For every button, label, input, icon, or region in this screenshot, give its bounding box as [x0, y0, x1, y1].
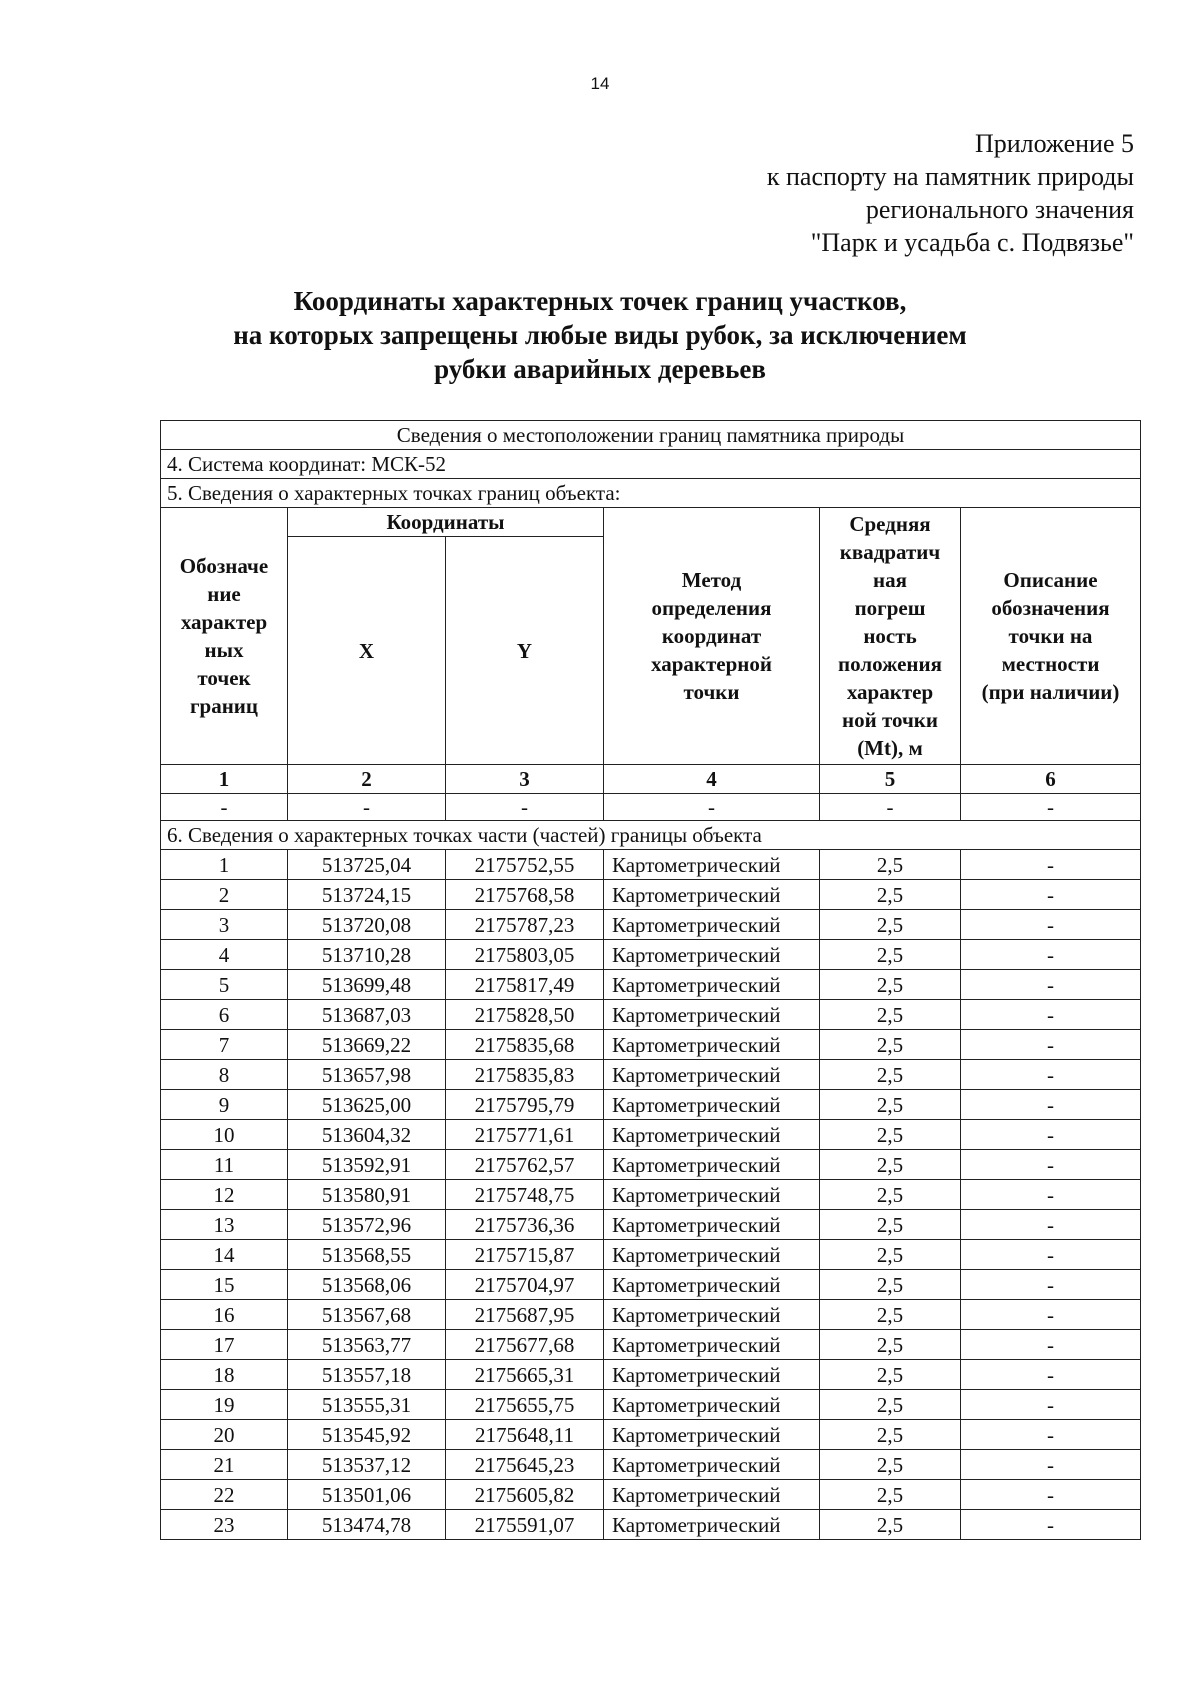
table-row [161, 1330, 1141, 1360]
object-points-heading: 5. Сведения о характерных точках границ объекта: [161, 479, 1141, 508]
header-line: Средняя [849, 512, 931, 536]
point-description: - [961, 1120, 1141, 1150]
point-number: 12 [161, 1180, 288, 1210]
table-row [161, 1030, 1141, 1060]
coord-x: 513567,68 [288, 1300, 446, 1330]
point-description: - [961, 1090, 1141, 1120]
mean-error: 2,5 [820, 1450, 961, 1480]
method: Картометрический [604, 850, 820, 880]
method: Картометрический [604, 1000, 820, 1030]
point-number: 7 [161, 1030, 288, 1060]
appendix-line: к паспорту на памятник природы [766, 162, 1134, 191]
method: Картометрический [604, 1090, 820, 1120]
table-row [161, 1120, 1141, 1150]
method: Картометрический [604, 1480, 820, 1510]
header-coordinates: Координаты [288, 508, 604, 537]
empty-object-row [161, 794, 1141, 821]
point-description: - [961, 940, 1141, 970]
coord-x: 513724,15 [288, 880, 446, 910]
header-line: погреш [854, 596, 926, 620]
header-x: X [288, 537, 446, 765]
coord-y: 2175817,49 [446, 970, 604, 1000]
coord-x: 513557,18 [288, 1360, 446, 1390]
method: Картометрический [604, 940, 820, 970]
coord-y: 2175835,83 [446, 1060, 604, 1090]
point-number: 15 [161, 1270, 288, 1300]
mean-error: 2,5 [820, 1480, 961, 1510]
coord-y: 2175752,55 [446, 850, 604, 880]
point-number: 21 [161, 1450, 288, 1480]
column-number: 1 [161, 765, 288, 794]
method: Картометрический [604, 1240, 820, 1270]
coord-x: 513625,00 [288, 1090, 446, 1120]
coord-y: 2175828,50 [446, 1000, 604, 1030]
table-row [161, 1450, 1141, 1480]
point-number: 11 [161, 1150, 288, 1180]
coord-x: 513563,77 [288, 1330, 446, 1360]
header-line: Обозначе [179, 554, 269, 578]
mean-error: 2,5 [820, 1360, 961, 1390]
table-row [161, 1210, 1141, 1240]
method: Картометрический [604, 1510, 820, 1540]
point-description: - [961, 1420, 1141, 1450]
point-number: 9 [161, 1090, 288, 1120]
header-line: (при наличии) [981, 680, 1120, 704]
method: Картометрический [604, 1060, 820, 1090]
coord-x: 513474,78 [288, 1510, 446, 1540]
point-number: 6 [161, 1000, 288, 1030]
mean-error: 2,5 [820, 970, 961, 1000]
table-row [161, 1360, 1141, 1390]
point-description: - [961, 1330, 1141, 1360]
coord-y: 2175605,82 [446, 1480, 604, 1510]
column-number: 4 [604, 765, 820, 794]
table-row [161, 880, 1141, 910]
mean-error: 2,5 [820, 940, 961, 970]
mean-error: 2,5 [820, 1420, 961, 1450]
coord-y: 2175655,75 [446, 1390, 604, 1420]
column-number: 6 [961, 765, 1141, 794]
coord-x: 513555,31 [288, 1390, 446, 1420]
mean-error: 2,5 [820, 1210, 961, 1240]
coord-y: 2175795,79 [446, 1090, 604, 1120]
method: Картометрический [604, 1330, 820, 1360]
method: Картометрический [604, 1030, 820, 1060]
coord-x: 513568,55 [288, 1240, 446, 1270]
mean-error: 2,5 [820, 1300, 961, 1330]
coord-x: 513537,12 [288, 1450, 446, 1480]
point-number: 17 [161, 1330, 288, 1360]
table-row [161, 1060, 1141, 1090]
method: Картометрический [604, 1420, 820, 1450]
coord-x: 513669,22 [288, 1030, 446, 1060]
point-number: 8 [161, 1060, 288, 1090]
mean-error: 2,5 [820, 850, 961, 880]
point-number: 23 [161, 1510, 288, 1540]
header-line: координат [661, 624, 762, 648]
coord-x: 513501,06 [288, 1480, 446, 1510]
header-line: положения [838, 652, 942, 676]
method: Картометрический [604, 1450, 820, 1480]
point-description: - [961, 880, 1141, 910]
title-line: на которых запрещены любые виды рубок, за исключением [233, 320, 967, 350]
point-description: - [961, 850, 1141, 880]
header-line: точки [683, 680, 740, 704]
mean-error: 2,5 [820, 1150, 961, 1180]
empty-cell: - [820, 794, 961, 821]
method: Картометрический [604, 880, 820, 910]
coord-y: 2175591,07 [446, 1510, 604, 1540]
coord-y: 2175687,95 [446, 1300, 604, 1330]
table-row [161, 1480, 1141, 1510]
coord-x: 513580,91 [288, 1180, 446, 1210]
point-number: 5 [161, 970, 288, 1000]
header-line: местности [1001, 652, 1100, 676]
coord-x: 513699,48 [288, 970, 446, 1000]
header-line: ние [207, 582, 241, 606]
title-line: рубки аварийных деревьев [434, 354, 766, 384]
mean-error: 2,5 [820, 1000, 961, 1030]
coord-y: 2175645,23 [446, 1450, 604, 1480]
table-caption: Сведения о местоположении границ памятника природы [161, 421, 1141, 450]
empty-cell: - [161, 794, 288, 821]
point-description: - [961, 1150, 1141, 1180]
empty-cell: - [288, 794, 446, 821]
header-line: характер [846, 680, 934, 704]
table-row [161, 910, 1141, 940]
page-number: 14 [590, 74, 610, 93]
method: Картометрический [604, 970, 820, 1000]
empty-cell: - [604, 794, 820, 821]
point-description: - [961, 1270, 1141, 1300]
table-row [161, 1300, 1141, 1330]
coord-y: 2175771,61 [446, 1120, 604, 1150]
header-mean-error [820, 508, 961, 765]
point-number: 2 [161, 880, 288, 910]
column-number: 5 [820, 765, 961, 794]
coord-x: 513592,91 [288, 1150, 446, 1180]
part-points-heading: 6. Сведения о характерных точках части (частей) границы объекта [161, 821, 1141, 850]
point-description: - [961, 1360, 1141, 1390]
header-line: ная [873, 568, 907, 592]
header-line: (Mt), м [857, 736, 923, 760]
title-line: Координаты характерных точек границ участков, [293, 286, 907, 316]
mean-error: 2,5 [820, 1060, 961, 1090]
appendix-line: регионального значения [865, 195, 1134, 224]
header-line: ной точки [842, 708, 938, 732]
header-line: характер [180, 610, 268, 634]
method: Картометрический [604, 1300, 820, 1330]
method: Картометрический [604, 1360, 820, 1390]
point-number: 10 [161, 1120, 288, 1150]
coord-y: 2175803,05 [446, 940, 604, 970]
table-row [161, 1000, 1141, 1030]
coord-y: 2175648,11 [446, 1420, 604, 1450]
point-number: 22 [161, 1480, 288, 1510]
point-number: 13 [161, 1210, 288, 1240]
column-number-row [161, 765, 1141, 794]
coordinates-table [160, 420, 1141, 1540]
coord-x: 513710,28 [288, 940, 446, 970]
point-description: - [961, 1450, 1141, 1480]
method: Картометрический [604, 1120, 820, 1150]
coord-y: 2175748,75 [446, 1180, 604, 1210]
header-line: квадратич [839, 540, 941, 564]
point-description: - [961, 1390, 1141, 1420]
mean-error: 2,5 [820, 1240, 961, 1270]
column-number: 2 [288, 765, 446, 794]
header-line: Метод [681, 568, 742, 592]
column-number: 3 [446, 765, 604, 794]
mean-error: 2,5 [820, 910, 961, 940]
table-row [161, 970, 1141, 1000]
header-line: точки на [1008, 624, 1093, 648]
point-number: 1 [161, 850, 288, 880]
mean-error: 2,5 [820, 1180, 961, 1210]
coord-y: 2175704,97 [446, 1270, 604, 1300]
coord-y: 2175762,57 [446, 1150, 604, 1180]
point-number: 18 [161, 1360, 288, 1390]
method: Картометрический [604, 1210, 820, 1240]
mean-error: 2,5 [820, 880, 961, 910]
coord-x: 513545,92 [288, 1420, 446, 1450]
table-row [161, 1510, 1141, 1540]
point-number: 3 [161, 910, 288, 940]
point-description: - [961, 1210, 1141, 1240]
header-method [604, 508, 820, 765]
coord-y: 2175787,23 [446, 910, 604, 940]
point-description: - [961, 910, 1141, 940]
table-row [161, 1240, 1141, 1270]
empty-cell: - [446, 794, 604, 821]
header-line: Описание [1003, 568, 1098, 592]
coord-x: 513720,08 [288, 910, 446, 940]
point-description: - [961, 1300, 1141, 1330]
appendix-line: Приложение 5 [974, 129, 1134, 158]
point-description: - [961, 1510, 1141, 1540]
coord-x: 513725,04 [288, 850, 446, 880]
header-description [961, 508, 1141, 765]
table-row [161, 1090, 1141, 1120]
appendix-line: "Парк и усадьба с. Подвязье" [810, 228, 1134, 257]
method: Картометрический [604, 1390, 820, 1420]
table-row [161, 1420, 1141, 1450]
mean-error: 2,5 [820, 1330, 961, 1360]
point-number: 20 [161, 1420, 288, 1450]
table-row [161, 940, 1141, 970]
point-description: - [961, 1180, 1141, 1210]
empty-cell: - [961, 794, 1141, 821]
point-description: - [961, 1060, 1141, 1090]
table-row [161, 1180, 1141, 1210]
method: Картометрический [604, 1150, 820, 1180]
point-description: - [961, 1030, 1141, 1060]
coord-x: 513604,32 [288, 1120, 446, 1150]
appendix-header [767, 127, 1134, 259]
point-description: - [961, 970, 1141, 1000]
point-description: - [961, 1480, 1141, 1510]
coord-y: 2175677,68 [446, 1330, 604, 1360]
header-y: Y [446, 537, 604, 765]
point-number: 16 [161, 1300, 288, 1330]
point-description: - [961, 1000, 1141, 1030]
header-line: ных [204, 638, 244, 662]
coord-y: 2175835,68 [446, 1030, 604, 1060]
table-row [161, 1390, 1141, 1420]
coord-y: 2175665,31 [446, 1360, 604, 1390]
mean-error: 2,5 [820, 1120, 961, 1150]
mean-error: 2,5 [820, 1090, 961, 1120]
point-number: 19 [161, 1390, 288, 1420]
header-line: ность [863, 624, 917, 648]
method: Картометрический [604, 1180, 820, 1210]
coord-x: 513568,06 [288, 1270, 446, 1300]
point-number: 14 [161, 1240, 288, 1270]
table-row [161, 1150, 1141, 1180]
coord-x: 513687,03 [288, 1000, 446, 1030]
header-designation [161, 508, 288, 765]
method: Картометрический [604, 1270, 820, 1300]
header-line: границ [189, 694, 258, 718]
coord-x: 513657,98 [288, 1060, 446, 1090]
method: Картометрический [604, 910, 820, 940]
header-line: характерной [650, 652, 773, 676]
header-line: обозначения [991, 596, 1110, 620]
mean-error: 2,5 [820, 1030, 961, 1060]
coord-y: 2175768,58 [446, 880, 604, 910]
coord-y: 2175715,87 [446, 1240, 604, 1270]
coord-x: 513572,96 [288, 1210, 446, 1240]
coord-y: 2175736,36 [446, 1210, 604, 1240]
point-number: 4 [161, 940, 288, 970]
header-line: определения [651, 596, 772, 620]
document-title [0, 284, 1200, 386]
coordinate-system: 4. Система координат: МСК-52 [161, 450, 1141, 479]
mean-error: 2,5 [820, 1270, 961, 1300]
table-row [161, 1270, 1141, 1300]
mean-error: 2,5 [820, 1510, 961, 1540]
header-line: точек [197, 666, 251, 690]
point-description: - [961, 1240, 1141, 1270]
mean-error: 2,5 [820, 1390, 961, 1420]
table-row [161, 850, 1141, 880]
